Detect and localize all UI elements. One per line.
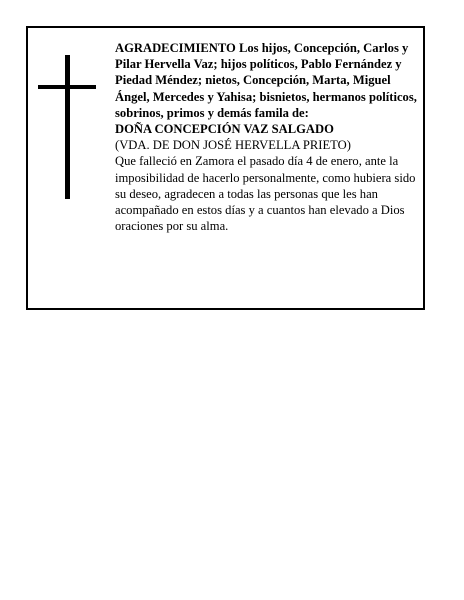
cross-vertical-bar bbox=[65, 55, 70, 199]
deceased-name: DOÑA CONCEPCIÓN VAZ SALGADO bbox=[115, 122, 334, 137]
cross-horizontal-bar bbox=[38, 85, 96, 89]
obituary-notice bbox=[26, 26, 425, 310]
notice-message: Que falleció en Zamora el pasado día 4 de enero, ante la imposibilidad de hacerlo personalmente, como hubiera sido su deseo, agradecen a todas las personas que les han acompañado en estos días y a cuantos han elevado a Dios oraciones por su alma. bbox=[115, 154, 416, 234]
notice-text bbox=[115, 40, 420, 234]
latin-cross-icon bbox=[38, 55, 96, 199]
widow-of: (VDA. DE DON JOSÉ HERVELLA PRIETO) bbox=[115, 138, 351, 153]
notice-intro: AGRADECIMIENTO Los hijos, Concepción, Carlos y Pilar Hervella Vaz; hijos políticos, Pablo Fernández y Piedad Méndez; nietos, Concepción, Marta, Miguel Ángel, Mercedes y Yahisa; bisnietos, hermanos políticos, sobrinos, primos y demás famila de: bbox=[115, 41, 417, 120]
